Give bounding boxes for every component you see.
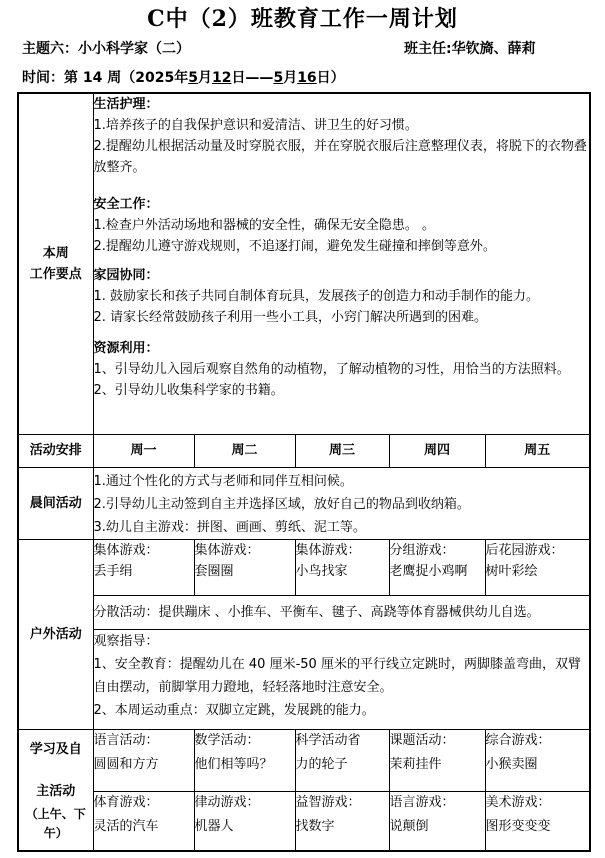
time-range	[22, 67, 345, 87]
time-prefix: 时间：第 14 周（2025年	[22, 70, 189, 86]
weekly-label-1: 本周	[42, 245, 69, 261]
activity-type: 数学活动：	[194, 732, 260, 748]
morning-label: 晨间活动	[18, 467, 93, 539]
end-day: 16	[297, 70, 317, 86]
schedule-row	[18, 434, 590, 467]
weekly-label-2: 工作要点	[29, 266, 82, 282]
activity-name: 茉莉挂件	[389, 756, 442, 772]
day-wed: 周三	[295, 434, 389, 467]
game-type: 后花园游戏：	[485, 542, 564, 558]
study-activity	[194, 729, 295, 791]
study-activity	[295, 729, 389, 791]
activity-name: 他们相等吗？	[194, 756, 273, 772]
outdoor-label: 户外活动	[18, 539, 93, 729]
study-label-line: 主活动	[36, 783, 76, 799]
study-activity	[93, 729, 194, 791]
section-heading: 资源利用：	[93, 341, 159, 356]
section-line: 1.培养孩子的自我保护意识和爱清洁、讲卫生的好习惯。	[93, 118, 418, 133]
outdoor-games-row	[18, 539, 590, 595]
morning-line: 1.通过个性化的方式与老师和同伴互相问候。	[93, 473, 353, 489]
section-line: 1.检查户外活动场地和器械的安全性，确保无安全隐患。 。	[93, 218, 436, 233]
study-activity	[93, 791, 194, 851]
section-heading: 家园协同：	[93, 268, 159, 283]
morning-content	[93, 467, 590, 539]
outdoor-guide	[93, 629, 590, 729]
start-day: 12	[211, 70, 232, 86]
outdoor-scattered-row	[18, 595, 590, 629]
activity-type: 语言游戏：	[389, 794, 455, 810]
game-name: 丢手绢	[93, 563, 133, 579]
activity-name: 机器人	[194, 818, 234, 834]
morning-line: 3.幼儿自主游戏：拼图、画画、剪纸、泥工等。	[93, 519, 366, 535]
activity-type: 科学活动省	[295, 732, 361, 748]
activity-type: 课题活动：	[389, 732, 455, 748]
section-line: 2、引导幼儿收集科学家的书籍。	[93, 383, 284, 398]
activity-name: 找数字	[295, 818, 335, 834]
outdoor-game	[485, 539, 590, 595]
day-fri: 周五	[485, 434, 590, 467]
study-activity	[485, 791, 590, 851]
section-line: 2. 请家长经常鼓励孩子利用一些小工具，小窍门解决所遇到的困难。	[93, 310, 488, 325]
study-activity	[295, 791, 389, 851]
month-unit: 月	[197, 70, 212, 86]
activity-type: 语言活动：	[93, 732, 159, 748]
theme-label: 主题六：小小科学家（二）	[22, 41, 190, 57]
outdoor-guide-row	[18, 629, 590, 729]
study-label-line: 午）	[43, 825, 68, 840]
study-row-1	[18, 729, 590, 791]
activity-type: 美术游戏：	[485, 794, 551, 810]
outdoor-game	[194, 539, 295, 595]
study-row-2	[18, 791, 590, 851]
activity-name: 说颠倒	[389, 818, 429, 834]
game-type: 集体游戏：	[295, 542, 361, 558]
study-label-line: 学习及自	[29, 741, 82, 757]
guide-line: 2、本周运动重点：双脚立定跳，发展跳的能力。	[93, 702, 375, 718]
day-sep: 日——	[231, 70, 274, 86]
weekly-row	[18, 93, 590, 434]
end-month: 5	[273, 70, 284, 86]
section-line: 1、引导幼儿入园后观察自然角的动植物，了解动植物的习性，用恰当的方法照料。	[93, 362, 570, 377]
study-activity	[389, 729, 485, 791]
game-type: 分组游戏：	[389, 542, 455, 558]
game-name: 小鸟找家	[295, 563, 348, 579]
game-type: 集体游戏：	[93, 542, 159, 558]
start-month: 5	[188, 70, 198, 86]
game-type: 集体游戏：	[194, 542, 260, 558]
game-name: 套圈圈	[194, 563, 234, 579]
section-line: 1. 鼓励家长和孩子共同自制体育玩具，发展孩子的创造力和动手制作的能力。	[93, 289, 540, 304]
outdoor-game	[93, 539, 194, 595]
month-unit-2: 月	[283, 70, 298, 86]
section-line: 2.提醒幼儿根据活动量及时穿脱衣服，并在穿脱衣服后注意整理仪表，将脱下的衣物叠放整齐。	[93, 139, 587, 175]
outdoor-scattered: 分散活动：提供蹦床 、小推车、平衡车、毽子、高跷等体育器械供幼儿自选。	[93, 595, 590, 629]
day-tue: 周二	[194, 434, 295, 467]
activity-name: 图形变变变	[485, 818, 551, 834]
weekly-content	[93, 93, 590, 434]
outdoor-game	[295, 539, 389, 595]
activity-type: 益智游戏：	[295, 794, 361, 810]
study-activity	[485, 729, 590, 791]
plan-table	[17, 92, 591, 852]
section-line: 2.提醒幼儿遵守游戏规则，不追逐打闹，避免发生碰撞和摔倒等意外。	[93, 239, 496, 254]
day-thu: 周四	[389, 434, 485, 467]
section-heading: 生活护理：	[93, 97, 159, 112]
guide-heading: 观察指导：	[93, 633, 159, 649]
activity-type: 综合游戏：	[485, 732, 551, 748]
schedule-label: 活动安排	[18, 434, 93, 467]
activity-type: 体育游戏：	[93, 794, 159, 810]
game-name: 树叶彩绘	[485, 563, 538, 579]
teacher-label: 班主任:华钦旖、薛莉	[404, 41, 536, 57]
study-label-line: （上午、下	[25, 806, 86, 821]
study-activity	[389, 791, 485, 851]
activity-name: 圆圆和方方	[93, 756, 159, 772]
page-title: C中（2）班教育工作一周计划	[147, 6, 458, 32]
activity-type: 律动游戏：	[194, 794, 260, 810]
game-name: 老鹰捉小鸡啊	[389, 563, 468, 579]
study-activity	[194, 791, 295, 851]
day-end: 日）	[316, 70, 345, 86]
outdoor-game	[389, 539, 485, 595]
morning-line: 2.引导幼儿主动签到自主并选择区域，放好自己的物品到收纳箱。	[93, 496, 470, 512]
weekly-label	[18, 93, 93, 434]
guide-line: 1、安全教育：提醒幼儿在 40 厘米-50 厘米的平行线立定跳时，两脚膝盖弯曲，双臂自由摆动，前脚掌用力蹬地，轻轻落地时注意安全。	[93, 656, 581, 695]
activity-name: 小猴卖圈	[485, 756, 538, 772]
section-heading: 安全工作：	[93, 197, 159, 212]
morning-row	[18, 467, 590, 539]
study-label	[18, 729, 93, 851]
activity-name: 力的轮子	[295, 756, 348, 772]
day-mon: 周一	[93, 434, 194, 467]
activity-name: 灵活的汽车	[93, 818, 159, 834]
